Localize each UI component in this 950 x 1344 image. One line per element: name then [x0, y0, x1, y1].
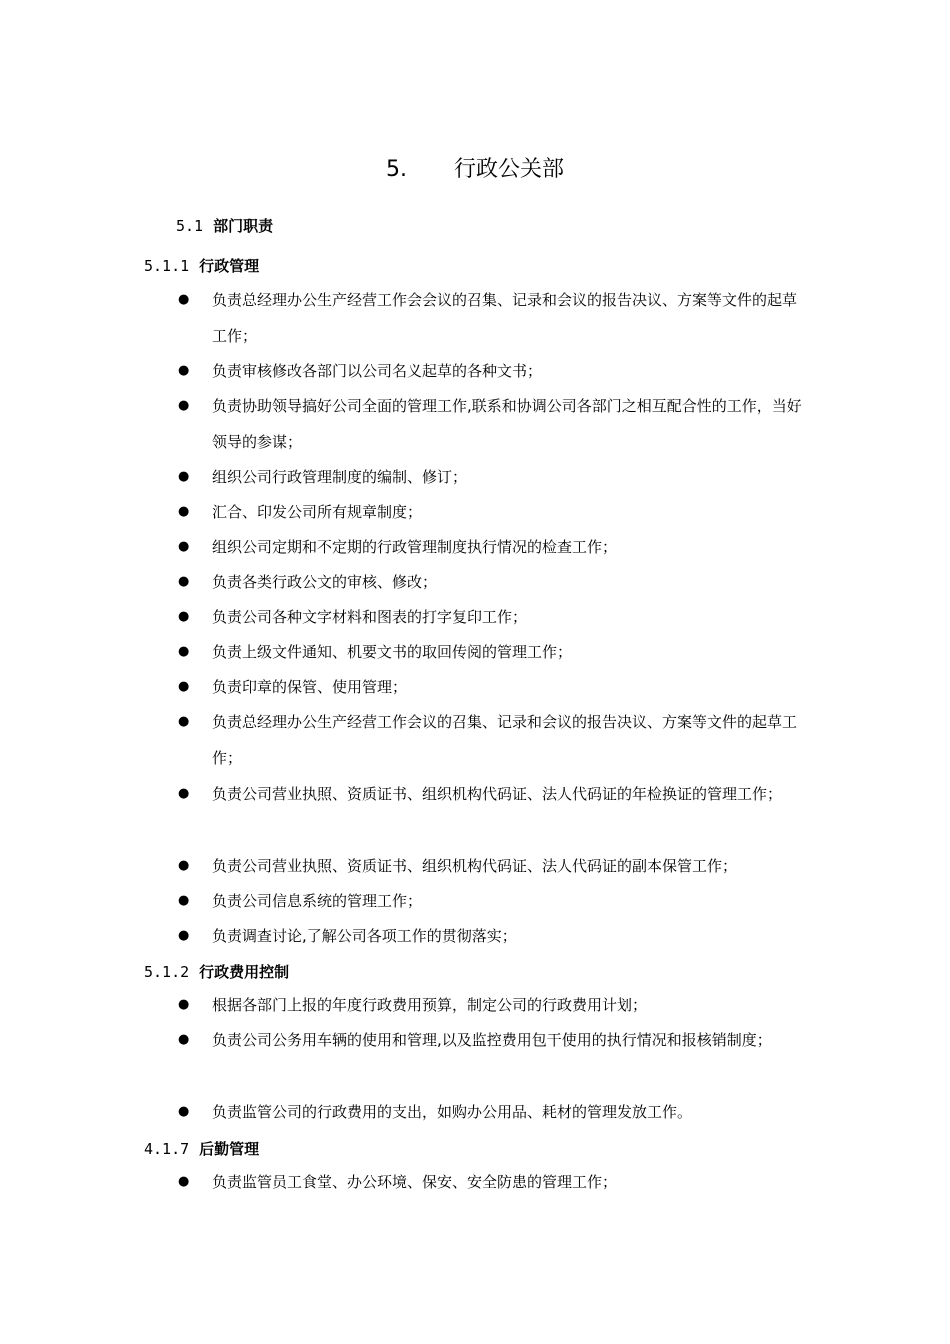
subsection-title: 行政管理 — [199, 257, 260, 275]
bullet-icon: ● — [178, 679, 190, 694]
chapter-number: 5. — [385, 157, 407, 182]
list-item-text: 负责监管员工食堂、办公环境、保安、安全防患的管理工作； — [212, 1173, 618, 1191]
list-item-text: 负责公司公务用车辆的使用和管理,以及监控费用包干使用的执行情况和报核销制度； — [212, 1031, 772, 1049]
list-item — [178, 599, 818, 635]
list-item — [178, 353, 818, 389]
bullet-icon: ● — [178, 539, 190, 554]
chapter-title: 行政公关部 — [453, 157, 564, 182]
bullet-icon: ● — [178, 1104, 190, 1119]
list-item — [178, 669, 818, 705]
list-item — [178, 776, 818, 812]
bullet-icon: ● — [178, 469, 190, 484]
subsection-number: 5.1.1 — [144, 257, 190, 275]
list-item-text: 负责总经理办公生产经营工作会议的召集、记录和会议的报告决议、方案等文件的起草工作； — [212, 713, 798, 767]
list-item — [178, 704, 818, 776]
list-item — [178, 388, 818, 460]
bullet-icon: ● — [178, 893, 190, 908]
bullet-icon: ● — [178, 292, 190, 307]
list-item-text: 负责各类行政公文的审核、修改； — [212, 573, 438, 591]
bullet-icon: ● — [178, 504, 190, 519]
list-item — [178, 1164, 818, 1200]
list-item-text: 根据各部门上报的年度行政费用预算，制定公司的行政费用计划； — [212, 996, 648, 1014]
list-item — [178, 459, 818, 495]
list-item — [178, 918, 818, 954]
bullet-icon: ● — [178, 363, 190, 378]
list-item-text: 负责协助领导搞好公司全面的管理工作,联系和协调公司各部门之相互配合性的工作，当好领导的参谋； — [212, 397, 802, 451]
bullet-icon: ● — [178, 1174, 190, 1189]
list-item — [178, 987, 818, 1023]
bullet-icon: ● — [178, 928, 190, 943]
list-item — [178, 529, 818, 565]
subsection-title: 行政费用控制 — [199, 963, 290, 981]
bullet-icon: ● — [178, 398, 190, 413]
list-item — [178, 883, 818, 919]
list-item-text: 负责公司营业执照、资质证书、组织机构代码证、法人代码证的年检换证的管理工作； — [212, 785, 783, 803]
subsection-heading — [144, 1137, 259, 1161]
list-item-text: 组织公司定期和不定期的行政管理制度执行情况的检查工作； — [212, 538, 618, 556]
list-item-text: 负责公司营业执照、资质证书、组织机构代码证、法人代码证的副本保管工作； — [212, 857, 738, 875]
bullet-icon: ● — [178, 574, 190, 589]
list-item-text: 负责总经理办公生产经营工作会会议的召集、记录和会议的报告决议、方案等文件的起草工作； — [212, 291, 798, 345]
subsection-title: 后勤管理 — [199, 1140, 260, 1158]
bullet-icon: ● — [178, 997, 190, 1012]
bullet-icon: ● — [178, 1032, 190, 1047]
list-item-text: 组织公司行政管理制度的编制、修订； — [212, 468, 468, 486]
subsection-number: 4.1.7 — [144, 1140, 190, 1158]
chapter-heading — [0, 152, 950, 188]
list-item — [178, 494, 818, 530]
section-heading — [176, 214, 273, 238]
list-item-text: 汇合、印发公司所有规章制度； — [212, 503, 423, 521]
bullet-icon: ● — [178, 786, 190, 801]
list-item — [178, 1094, 818, 1130]
list-item — [178, 634, 818, 670]
section-title: 部门职责 — [213, 217, 274, 235]
subsection-heading — [144, 254, 259, 278]
list-item — [178, 564, 818, 600]
list-item-text: 负责上级文件通知、机要文书的取回传阅的管理工作； — [212, 643, 573, 661]
bullet-icon: ● — [178, 714, 190, 729]
list-item — [178, 1022, 818, 1058]
list-item-text: 负责审核修改各部门以公司名义起草的各种文书； — [212, 362, 543, 380]
list-item — [178, 848, 818, 884]
list-item-text: 负责监管公司的行政费用的支出，如购办公用品、耗材的管理发放工作。 — [212, 1103, 693, 1121]
list-item-text: 负责印章的保管、使用管理； — [212, 678, 408, 696]
bullet-icon: ● — [178, 858, 190, 873]
list-item-text: 负责调查讨论,了解公司各项工作的贯彻落实； — [212, 927, 517, 945]
bullet-icon: ● — [178, 644, 190, 659]
list-item-text: 负责公司各种文字材料和图表的打字复印工作； — [212, 608, 528, 626]
list-item-text: 负责公司信息系统的管理工作； — [212, 892, 423, 910]
section-number: 5.1 — [176, 217, 204, 235]
list-item — [178, 282, 818, 354]
subsection-heading — [144, 960, 289, 984]
bullet-icon: ● — [178, 609, 190, 624]
subsection-number: 5.1.2 — [144, 963, 190, 981]
